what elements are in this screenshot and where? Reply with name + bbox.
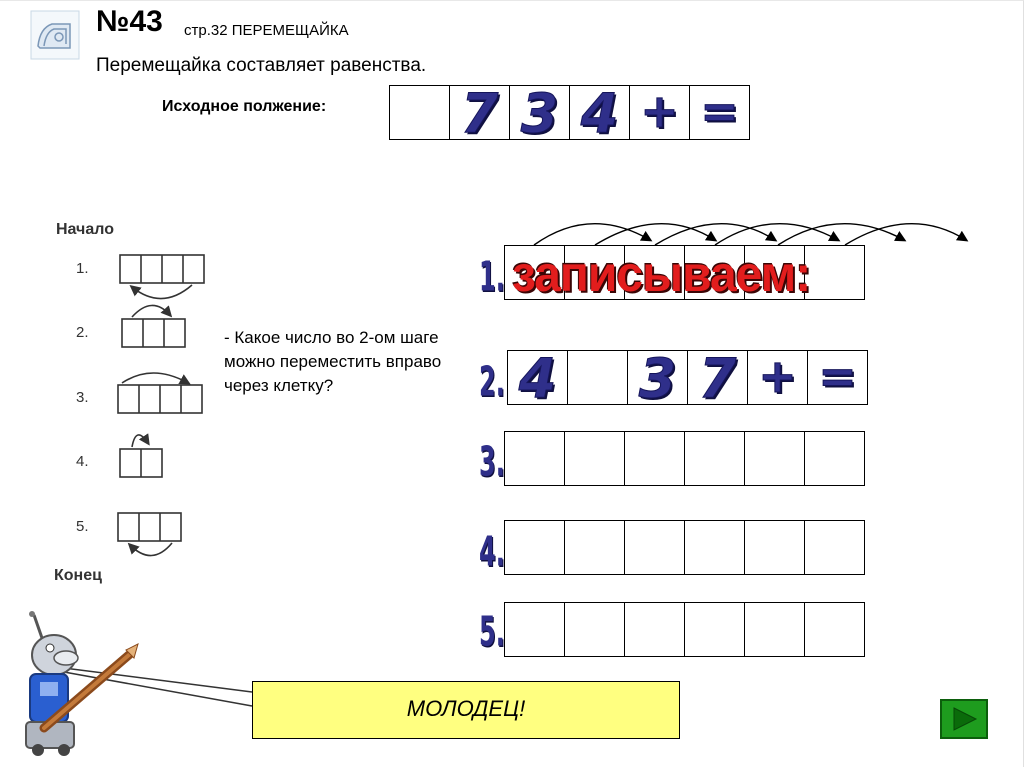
scheme-step-label: 1. [76,260,89,277]
step-cell [625,431,685,486]
initial-position-label: Исходное полжение: [162,98,327,115]
step-cell [505,520,565,575]
initial-cell: 4 [570,85,630,140]
step-cell [745,520,805,575]
step-cell [505,602,565,657]
step-cell: 4 [508,350,568,405]
scheme-diagram [52,215,262,610]
step-cell [625,602,685,657]
step-cell [568,350,628,405]
step-cell [565,520,625,575]
question-text: - Какое число во 2-ом шаге можно переместить вправо через клетку? [224,328,442,395]
scheme-start-label: Начало [56,221,114,238]
initial-cell: + [630,85,690,140]
play-icon [942,701,986,737]
step-cell [685,602,745,657]
step-3-cells [504,431,865,486]
book-logo-icon [30,10,80,60]
task-subtitle: Перемещайка составляет равенства. [96,55,427,76]
step-4-cells [504,520,865,575]
overlay-caption: записываем: [512,246,811,303]
initial-cell: 3 [510,85,570,140]
step-cell [565,431,625,486]
initial-cell: = [690,85,750,140]
move-scheme [52,215,262,610]
step-cell [805,245,865,300]
step-2-cells [507,347,868,410]
step-cell [805,602,865,657]
step-cell [745,602,805,657]
play-button[interactable] [940,699,988,739]
step-cell [805,431,865,486]
scheme-end-label: Конец [54,567,102,584]
step-cell [685,431,745,486]
initial-cells [389,82,750,145]
initial-cell: 7 [450,85,510,140]
step-cell: = [808,350,868,405]
step-cell [805,520,865,575]
praise-banner: МОЛОДЕЦ! [252,681,680,739]
step-cell: 3 [628,350,688,405]
scheme-step-label: 2. [76,324,89,341]
step-label: 1. [479,253,505,301]
scheme-step-label: 3. [76,389,89,406]
page-reference: стр.32 ПЕРЕМЕЩАЙКА [184,22,349,39]
initial-cell [390,85,450,140]
step-cell [565,602,625,657]
scheme-step-label: 4. [76,453,89,470]
step-cell: 7 [688,350,748,405]
step-cell [745,431,805,486]
step-cell [505,431,565,486]
step-label: 4. [479,528,505,576]
step-cell: + [748,350,808,405]
scheme-step-label: 5. [76,518,89,535]
step-label: 3. [479,438,505,486]
task-number: №43 [96,5,163,38]
step-cell [685,520,745,575]
robot-pointer-icon [14,610,254,760]
step-label: 5. [479,608,505,656]
step-5-cells [504,602,865,657]
step-label: 2. [479,358,505,406]
step-cell [625,520,685,575]
